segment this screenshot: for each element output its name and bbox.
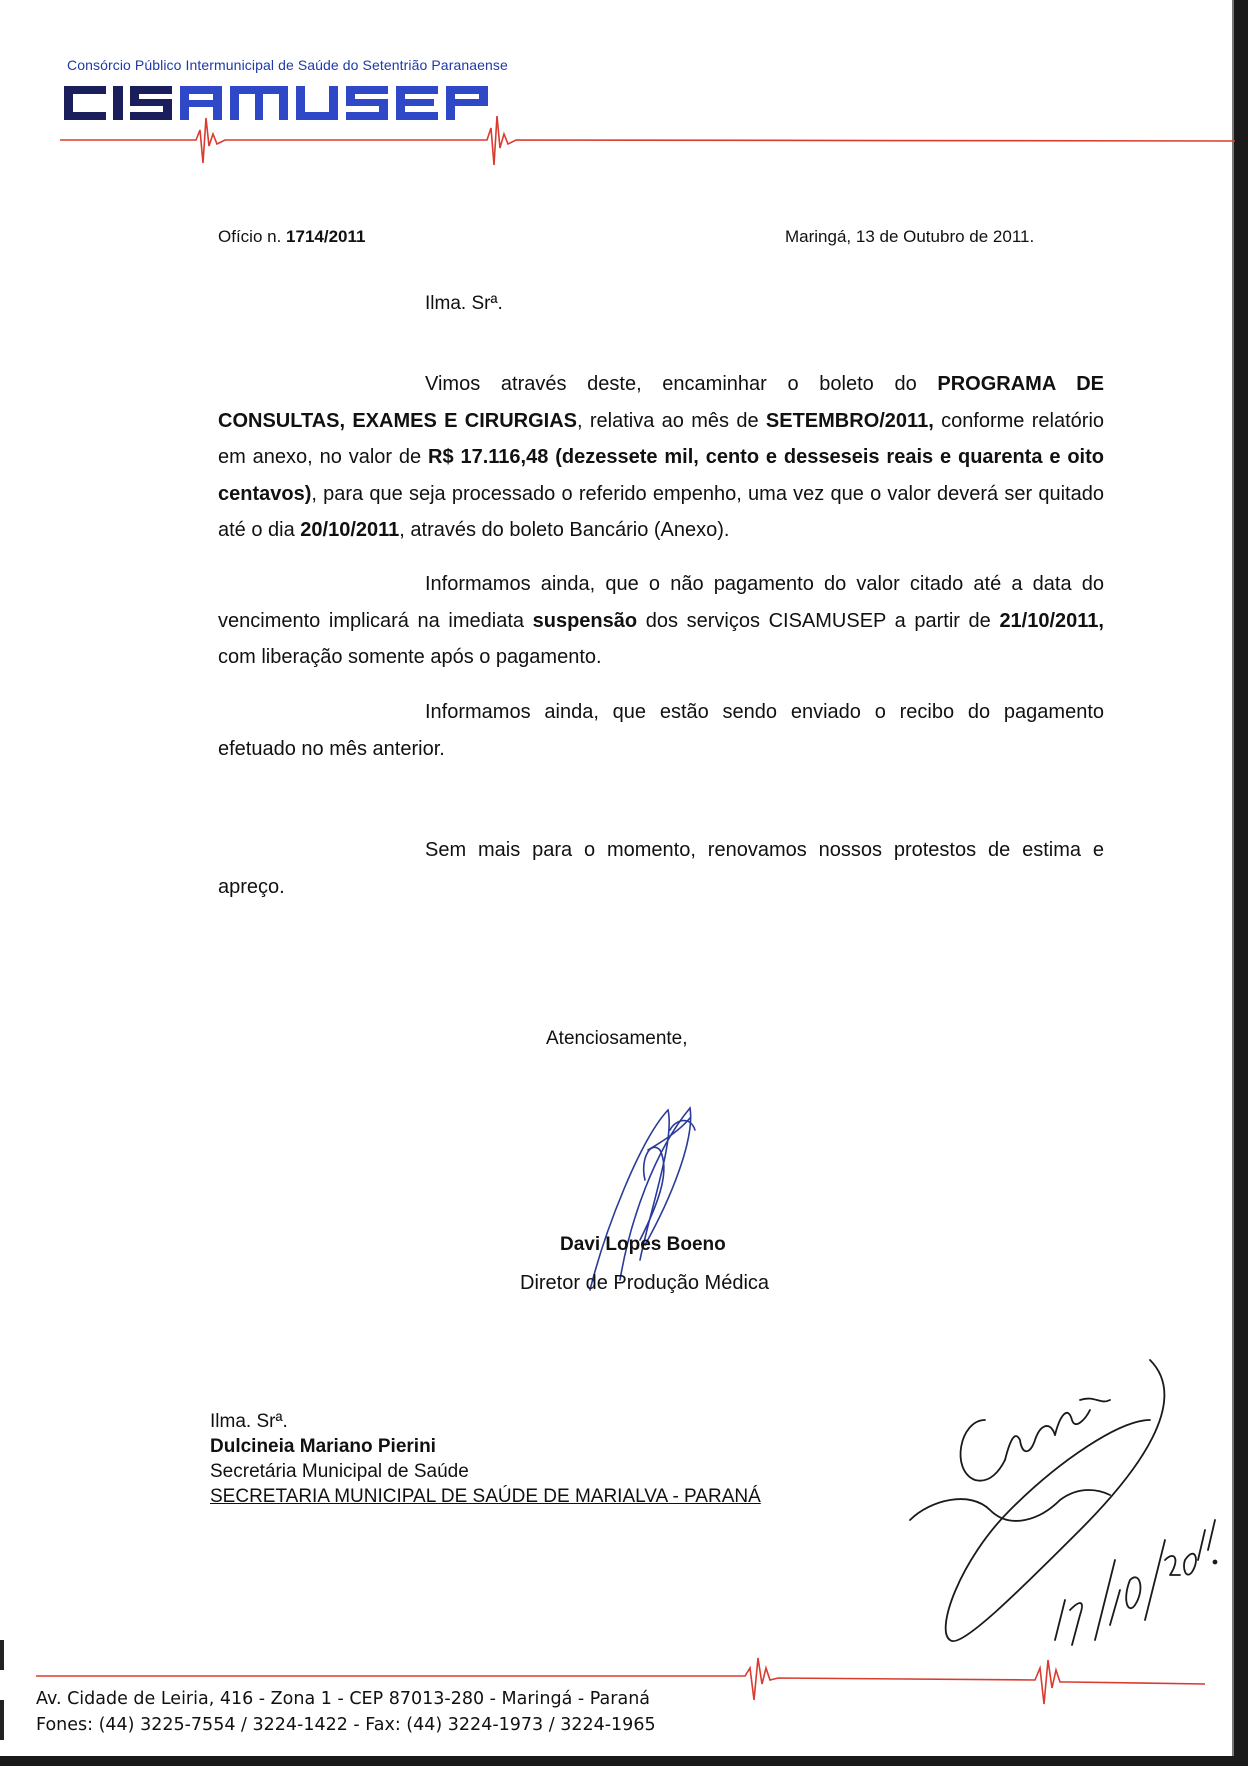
- addressee-name: Dulcineia Mariano Pierini: [210, 1436, 436, 1457]
- text-run: Informamos ainda, que o não pagamento do valor citado até a data do vencimento implicará na imediata: [218, 573, 1104, 632]
- addressee-salutation: Ilma. Srª.: [210, 1411, 288, 1432]
- bold-text-run: 20/10/2011: [300, 519, 400, 541]
- bold-text-run: R$ 17.116,48 (dezessete mil, cento e desseseis reais e quarenta e oito centavos): [218, 446, 1104, 505]
- footer-address: Av. Cidade de Leiria, 416 - Zona 1 - CEP 87013-280 - Maringá - Paraná: [36, 1689, 651, 1709]
- place-date: Maringá, 13 de Outubro de 2011.: [785, 227, 1035, 246]
- oficio-prefix: Ofício n.: [218, 227, 287, 246]
- text-run: com liberação somente após o pagamento.: [218, 646, 602, 668]
- salutation: Ilma. Srª.: [425, 293, 503, 314]
- footer: [36, 1686, 656, 1738]
- addressee-office: SECRETARIA MUNICIPAL DE SAÚDE DE MARIALVA - PARANÁ: [210, 1486, 761, 1507]
- text-run: , para que seja processado o referido empenho, uma vez que o valor deverá ser quitado até o dia: [218, 482, 1104, 541]
- footer-phones: Fones: (44) 3225-7554 / 3224-1422 - Fax: (44) 3224-1973 / 3224-1965: [36, 1715, 656, 1735]
- signatory-name: Davi Lopes Boeno: [560, 1234, 726, 1255]
- text-run: , através do boleto Bancário (Anexo).: [399, 519, 730, 541]
- bold-text-run: SETEMBRO/2011,: [765, 409, 934, 432]
- text-run: Informamos ainda, que estão sendo enviado o recibo do pagamento efetuado no mês anterior.: [218, 701, 1104, 760]
- bold-text-run: suspensão: [532, 609, 638, 632]
- text-run: conforme relatório em anexo, no valor de: [218, 409, 1105, 468]
- oficio-number: 1714/2011: [286, 227, 366, 246]
- text-run: Vimos através deste, encaminhar o boleto do: [425, 373, 938, 395]
- text-run: dos serviços CISAMUSEP a partir de: [637, 609, 1000, 632]
- closing: Atenciosamente,: [546, 1028, 688, 1049]
- text-run: Sem mais para o momento, renovamos nossos protestos de estima e apreço.: [218, 839, 1104, 898]
- bold-text-run: PROGRAMA DE CONSULTAS, EXAMES E CIRURGIAS: [218, 373, 1104, 432]
- addressee-title: Secretária Municipal de Saúde: [210, 1461, 469, 1482]
- text-run: , relativa ao mês de: [577, 409, 766, 432]
- bold-text-run: 21/10/2011,: [999, 609, 1104, 632]
- signatory-role: Diretor de Produção Médica: [520, 1272, 770, 1294]
- consortium-name: Consórcio Público Intermunicipal de Saúde do Setentrião Paranaense: [67, 57, 508, 73]
